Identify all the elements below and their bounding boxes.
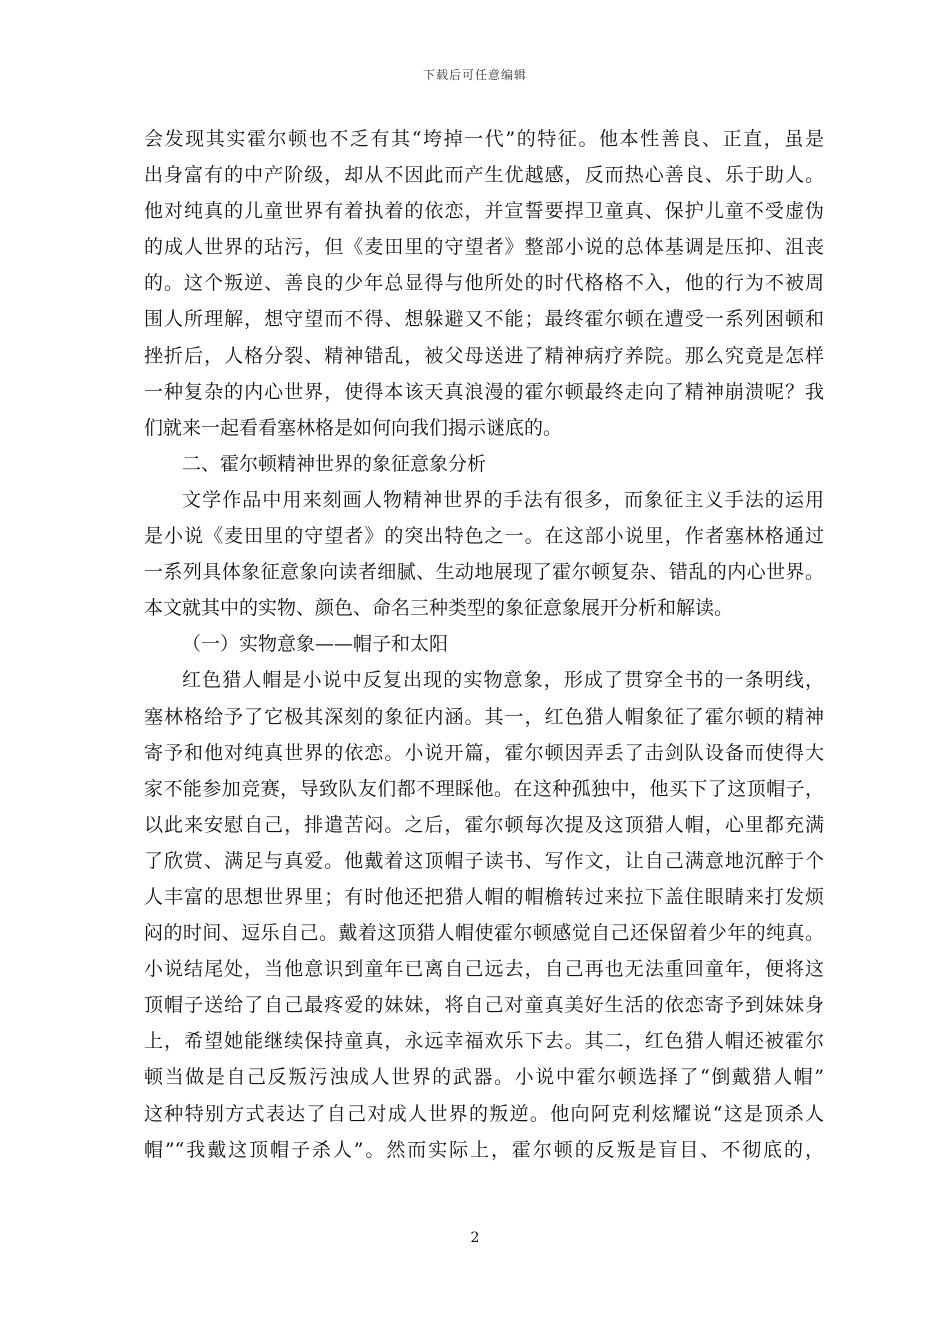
text-line: 一种复杂的内心世界，使得本该天真浪漫的霍尔顿最终走向了精神崩溃呢？我 [144, 380, 824, 403]
text-line: 他对纯真的儿童世界有着执着的依恋，并宣誓要捍卫童真、保护儿童不受虚伪 [144, 200, 824, 223]
text-line: 塞林格给予了它极其深刻的象征内涵。其一，红色猎人帽象征了霍尔顿的精神 [144, 705, 824, 728]
text-line: 出身富有的中产阶级，却从不因此而产生优越感，反而热心善良、乐于助人。 [144, 164, 824, 187]
text-line: 帽”“我戴这顶帽子杀人”。然而实际上，霍尔顿的反叛是盲目、不彻底的， [144, 1138, 824, 1161]
text-line: 红色猎人帽是小说中反复出现的实物意象，形成了贯穿全书的一条明线， [182, 669, 824, 692]
text-line: 挫折后，人格分裂、精神错乱，被父母送进了精神病疗养院。那么究竟是怎样 [144, 344, 824, 367]
text-line: 围人所理解，想守望而不得、想躲避又不能；最终霍尔顿在遭受一系列困顿和 [144, 308, 824, 331]
text-line: 是小说《麦田里的守望者》的突出特色之一。在这部小说里，作者塞林格通过 [144, 525, 824, 548]
text-line: 们就来一起看看塞林格是如何向我们揭示谜底的。 [144, 416, 563, 439]
text-line: 顿当做是自己反叛污浊成人世界的武器。小说中霍尔顿选择了“倒戴猎人帽” [144, 1066, 824, 1089]
text-line: 的成人世界的玷污，但《麦田里的守望者》整部小说的总体基调是压抑、沮丧 [144, 236, 824, 259]
text-line: 本文就其中的实物、颜色、命名三种类型的象征意象展开分析和解读。 [144, 597, 734, 620]
text-line: 人丰富的思想世界里；有时他还把猎人帽的帽檐转过来拉下盖住眼睛来打发烦 [144, 885, 824, 908]
text-line: 闷的时间、逗乐自己。戴着这顶猎人帽使霍尔顿感觉自己还保留着少年的纯真。 [144, 922, 824, 945]
page-header: 下载后可任意编辑 [422, 68, 527, 82]
text-line: 小说结尾处，当他意识到童年已离自己远去，自己再也无法重回童年，便将这 [144, 958, 824, 981]
section-heading: 二、霍尔顿精神世界的象征意象分析 [182, 452, 487, 475]
text-line: 顶帽子送给了自己最疼爱的妹妹，将自己对童真美好生活的依恋寄予到妹妹身 [144, 994, 824, 1017]
text-line: 家不能参加竞赛，导致队友们都不理睬他。在这种孤独中，他买下了这顶帽子， [144, 777, 824, 800]
text-line: 上，希望她能继续保持童真，永远幸福欢乐下去。其二，红色猎人帽还被霍尔 [144, 1030, 824, 1053]
text-line: 一系列具体象征意象向读者细腻、生动地展现了霍尔顿复杂、错乱的内心世界。 [144, 561, 824, 584]
subsection-heading: （一）实物意象——帽子和太阳 [182, 633, 449, 656]
text-line: 寄予和他对纯真世界的依恋。小说开篇，霍尔顿因弄丢了击剑队设备而使得大 [144, 741, 824, 764]
text-line: 以此来安慰自己，排遣苦闷。之后，霍尔顿每次提及这顶猎人帽，心里都充满 [144, 813, 824, 836]
text-line: 这种特别方式表达了自己对成人世界的叛逆。他向阿克利炫耀说“这是顶杀人 [144, 1102, 824, 1125]
text-line: 了欣赏、满足与真爱。他戴着这顶帽子读书、写作文，让自己满意地沉醉于个 [144, 849, 824, 872]
text-line: 会发现其实霍尔顿也不乏有其“垮掉一代”的特征。他本性善良、正直，虽是 [144, 128, 824, 150]
page-number: 2 [470, 1230, 480, 1246]
text-line: 文学作品中用来刻画人物精神世界的手法有很多，而象征主义手法的运用 [182, 488, 824, 511]
document-body [144, 121, 824, 1168]
text-line: 的。这个叛逆、善良的少年总显得与他所处的时代格格不入，他的行为不被周 [144, 272, 824, 295]
